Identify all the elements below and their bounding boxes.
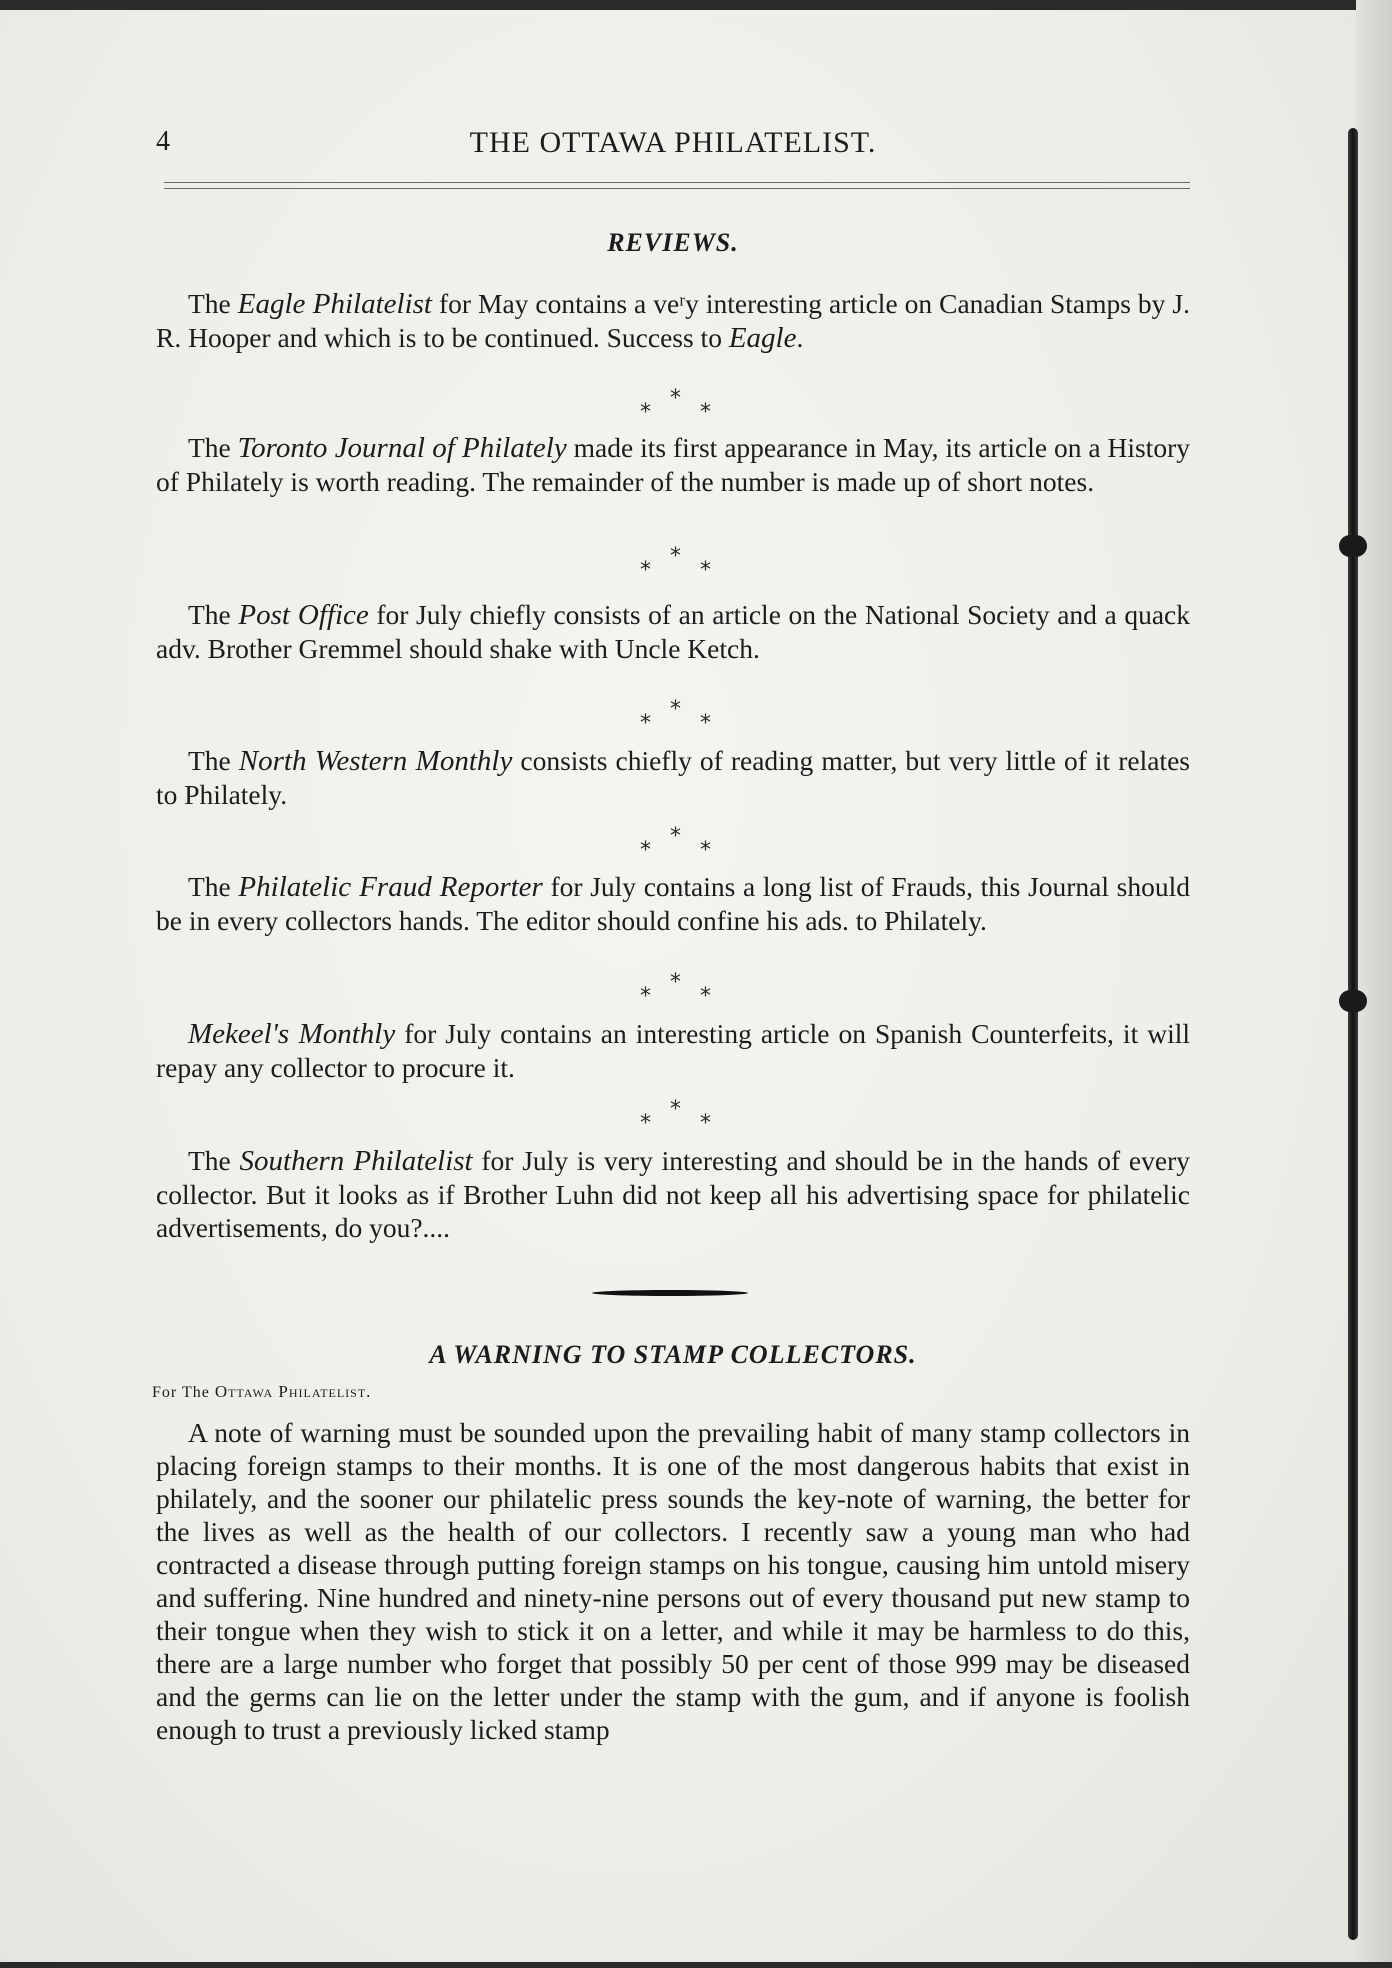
- review-text: for May contains a veʳy interesting article on Canadian Stamps by J. R. Hooper and which is to be continued. Success to: [156, 288, 1190, 353]
- review-prefix: The: [188, 1145, 240, 1176]
- asterism: [630, 1097, 730, 1141]
- review-item: [156, 1017, 1190, 1084]
- asterisk: *: [640, 838, 651, 863]
- binding-cord: [1348, 128, 1358, 1940]
- publication-title: Post Office: [238, 599, 369, 631]
- asterism: [630, 386, 730, 430]
- reviews-heading: REVIEWS.: [607, 228, 739, 257]
- publication-title: Southern Philatelist: [239, 1145, 473, 1177]
- asterism: [630, 697, 730, 741]
- asterisk: *: [670, 1097, 681, 1122]
- publication-title: Toronto Journal of Philately: [237, 432, 567, 464]
- review-item: [156, 598, 1190, 665]
- asterism: [630, 544, 730, 588]
- publication-title: Philatelic Fraud Reporter: [238, 871, 543, 903]
- publication-title: North Western Monthly: [238, 745, 513, 777]
- review-item: [156, 431, 1190, 498]
- asterisk: *: [670, 970, 681, 995]
- byline: [152, 1382, 371, 1402]
- publication-title: Mekeel's Monthly: [188, 1018, 396, 1050]
- running-title: THE OTTAWA PHILATELIST.: [469, 126, 877, 159]
- review-item: [156, 1144, 1190, 1244]
- asterisk: *: [700, 558, 711, 583]
- asterisk: *: [640, 400, 651, 425]
- header-rule: [164, 182, 1190, 189]
- review-item: [156, 287, 1190, 355]
- publication-title: Eagle Philatelist: [237, 288, 432, 320]
- asterisk: *: [700, 711, 711, 736]
- binding-knot: [1339, 535, 1367, 557]
- review-prefix: The: [188, 432, 238, 463]
- review-item: [156, 744, 1190, 811]
- review-text: for July chiefly consists of an article on the National Society and a quack adv. Brother Gremmel should shake with Uncle Ketch.: [156, 599, 1190, 664]
- asterism: [630, 970, 730, 1014]
- binding-knot: [1339, 990, 1367, 1012]
- scan-bottom-edge: [0, 1962, 1392, 1968]
- review-text: for July contains an interesting article on Spanish Counterfeits, it will repay any collector to procure it.: [156, 1018, 1190, 1083]
- asterisk: *: [700, 400, 711, 425]
- asterism: [630, 824, 730, 868]
- page-number: 4: [156, 126, 170, 157]
- page-gutter-shadow: [1356, 0, 1392, 1968]
- asterisk: *: [640, 984, 651, 1009]
- warning-heading: A WARNING TO STAMP COLLECTORS.: [429, 1340, 917, 1369]
- asterisk: *: [700, 838, 711, 863]
- asterisk: *: [700, 984, 711, 1009]
- review-text: .: [796, 322, 804, 353]
- review-prefix: The: [188, 745, 239, 776]
- publication-title: Eagle: [728, 322, 797, 354]
- warning-body: A note of warning must be sounded upon the prevailing habit of many stamp collectors in placing foreign stamps to their months. It is one of the most dangerous habits that exist in philately, and the sooner our philatelic press sounds the key-note of warning, the better for the lives as well as the health of our collectors. I recently saw a young man who had contracted a disease through putting foreign stamps on his tongue, causing him untold misery and suffering. Nine hundred and ninety-nine persons out of every thousand put new stamp to their tongue when they wish to stick it on a letter, and while it may be harmless to do this, there are a large number who forget that possibly 50 per cent of those 999 may be diseased and the germs can lie on the letter under the stamp with the gum, and if anyone is foolish enough to trust a previously licked stamp: [156, 1417, 1190, 1745]
- asterisk: *: [670, 386, 681, 411]
- review-text: consists chiefly of reading matter, but very little of it relates to Philately.: [156, 745, 1190, 810]
- review-item: [156, 870, 1190, 937]
- warning-article: [156, 1416, 1190, 1746]
- asterisk: *: [640, 711, 651, 736]
- review-prefix: The: [188, 288, 238, 319]
- asterisk: *: [640, 1111, 651, 1136]
- running-header: [156, 126, 1190, 166]
- asterisk: *: [670, 697, 681, 722]
- section-divider: [592, 1290, 748, 1296]
- review-text: for July contains a long list of Frauds, this Journal should be in every collectors hands. The editor should confine his ads. to Philately.: [156, 871, 1190, 936]
- asterisk: *: [700, 1111, 711, 1136]
- asterisk: *: [640, 558, 651, 583]
- review-prefix: The: [188, 871, 239, 902]
- review-text: for July is very interesting and should be in the hands of every collector. But it looks as if Brother Luhn did not keep all his advertising space for philatelic advertisements, do you?....: [156, 1145, 1190, 1243]
- review-text: made its first appearance in May, its article on a History of Philately is worth reading. The remainder of the number is made up of short notes.: [156, 432, 1190, 497]
- review-prefix: The: [188, 599, 239, 630]
- byline-source: Ottawa Philatelist.: [214, 1382, 372, 1401]
- scan-top-edge: [0, 0, 1392, 10]
- asterisk: *: [670, 544, 681, 569]
- asterisk: *: [670, 824, 681, 849]
- byline-prefix: For The: [152, 1384, 215, 1401]
